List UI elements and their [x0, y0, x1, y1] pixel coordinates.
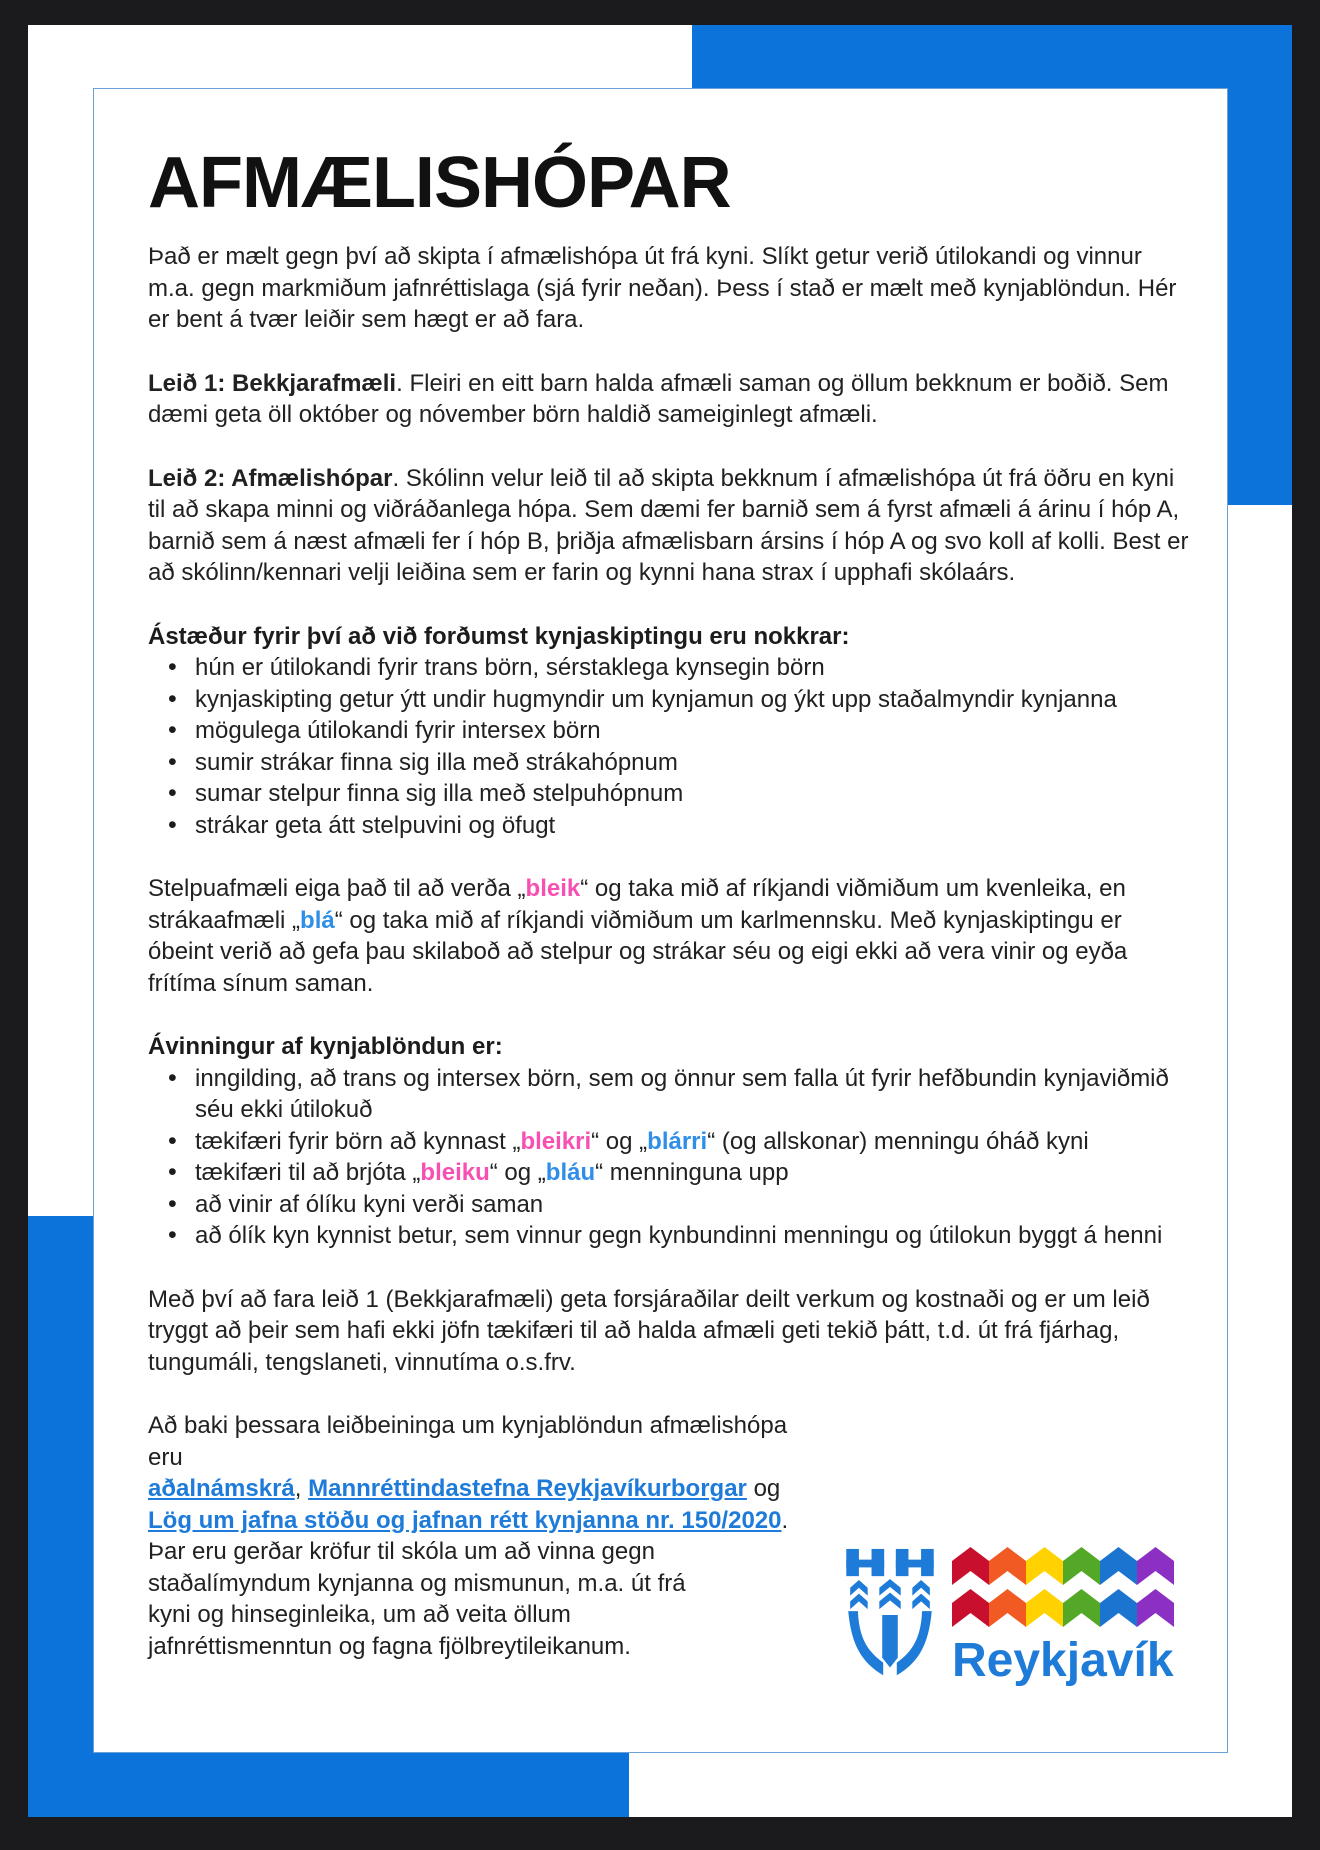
- sharing-paragraph: [148, 1284, 1189, 1379]
- link-mannrettindastefna[interactable]: Mannréttindastefna Reykjavíkurborgar: [308, 1475, 747, 1502]
- reykjavik-coat-of-arms-icon: [846, 1547, 934, 1683]
- leid1-text: . Fleiri en eitt barn halda afmæli saman og öllum bekknum er boðið. Sem dæmi geta öll október og nóvember börn haldið sameiginlegt afmæli.: [148, 369, 1169, 428]
- sharing-text: Með því að fara leið 1 (Bekkjarafmæli) geta forsjáraðilar deilt verkum og kostnaði og er um leið tryggt að þeir sem hafi ekki jöfn tækifæri til að halda afmæli geti tekið þátt, t.d. út frá fjárhag, tungumáli, tengslaneti, vinnutíma o.s.frv.: [148, 1285, 1150, 1376]
- text-run: .: [781, 1506, 789, 1534]
- text-run: Þar eru gerðar kröfur til skóla um að vinna gegn: [148, 1538, 655, 1565]
- intro-paragraph: [148, 241, 1189, 336]
- decor-blue-rect-left: [28, 1216, 93, 1817]
- link-adalnamskra[interactable]: aðalnámskrá: [148, 1475, 295, 1502]
- list-item: • sumir strákar finna sig illa með strákahópnum: [195, 747, 1189, 779]
- list-item: • inngilding, að trans og intersex börn, sem og önnur sem falla út fyrir hefðbundin kynjaviðmið séu ekki útilokuð: [195, 1063, 1189, 1126]
- list-item: • að vinir af ólíku kyni verði saman: [195, 1189, 1189, 1221]
- text-run: Stelpuafmæli eiga það til að verða „: [148, 875, 526, 902]
- references-paragraph: [148, 1410, 808, 1662]
- text-run: kyni og hinseginleika, um að veita öllum: [148, 1601, 571, 1628]
- text-run: “ og taka mið af ríkjandi viðmiðum um karlmennsku. Með kynjaskiptingu er óbeint verið að gefa þau skilaboð að stelpur og strákar séu og eigi ekki að vera vinir og eyða frítíma sínum saman.: [148, 906, 1128, 997]
- text-run: tækifæri fyrir börn að kynnast „: [195, 1127, 521, 1155]
- text-run: “ (og allskonar) menningu óháð kyni: [707, 1127, 1089, 1155]
- text-run: “ og „: [489, 1159, 546, 1186]
- list-item: [195, 1126, 1189, 1158]
- leid2-text: . Skólinn velur leið til að skipta bekknum í afmælishópa út frá öðru en kyni til að skapa minni og viðráðanlega hópa. Sem dæmi fer barnið sem á fyrst afmæli á árinu í hóp A, barnið sem á næst afmæli fer í hóp B, þriðja afmælisbarn ársins í hóp A og svo koll af kolli. Best er að skólinn/kennari velji leiðina sem er farin og kynni hana strax í upphafi skólaárs.: [148, 464, 1189, 586]
- text-run: staðalímyndum kynjanna og mismunun, m.a. út frá: [148, 1569, 686, 1597]
- leid2-paragraph: [148, 463, 1189, 589]
- leid1-label: Leið 1: Bekkjarafmæli: [148, 369, 397, 397]
- decor-blue-rect-bottom: [28, 1753, 629, 1817]
- blue-word: blárri: [647, 1127, 708, 1155]
- blue-word: blá: [300, 906, 335, 934]
- list-item: • sumar stelpur finna sig illa með stelpuhópnum: [195, 778, 1189, 810]
- blue-word: bláu: [545, 1159, 596, 1186]
- list-item: [195, 1157, 1189, 1189]
- leid2-label: Leið 2: Afmælishópar: [148, 464, 393, 492]
- list-item: • strákar geta átt stelpuvini og öfugt: [195, 810, 1189, 842]
- benefits-heading: Ávinningur af kynjablöndun er:: [148, 1033, 503, 1060]
- leid1-paragraph: [148, 368, 1189, 431]
- text-run: ,: [294, 1475, 309, 1502]
- reasons-list: [148, 652, 1189, 841]
- reykjavik-logo: [846, 1547, 1174, 1688]
- text-run: jafnréttismenntun og fagna fjölbreytileikanum.: [148, 1632, 631, 1660]
- text-run: og: [746, 1475, 781, 1502]
- document-page: [93, 88, 1228, 1753]
- text-run: “ og „: [591, 1127, 648, 1155]
- rainbow-chevrons-icon: [952, 1547, 1174, 1627]
- list-item: • hún er útilokandi fyrir trans börn, sérstaklega kynsegin börn: [195, 652, 1189, 684]
- pink-word: bleiku: [420, 1159, 490, 1186]
- pink-blue-paragraph: [148, 873, 1189, 999]
- reasons-heading: Ástæður fyrir því að við forðumst kynjaskiptingu eru nokkrar:: [148, 622, 850, 650]
- text-run: “ og taka mið af ríkjandi viðmiðum um kvenleika, en strákaafmæli „: [148, 875, 1126, 934]
- text-run: Að baki þessara leiðbeininga um kynjablöndun afmælishópa eru: [148, 1412, 788, 1471]
- pink-word: bleik: [525, 875, 581, 902]
- text-run: tækifæri til að brjóta „: [195, 1159, 421, 1186]
- list-item: • mögulega útilokandi fyrir intersex börn: [195, 715, 1189, 747]
- list-item: • að ólík kyn kynnist betur, sem vinnur gegn kynbundinni menningu og útilokun byggt á henni: [195, 1220, 1189, 1252]
- intro-text: Það er mælt gegn því að skipta í afmælishópa út frá kyni. Slíkt getur verið útilokandi og vinnur m.a. gegn markmiðum jafnréttislaga (sjá fyrir neðan). Þess í stað er mælt með kynjablöndun. Hér er bent á tvær leiðir sem hægt er að fara.: [148, 243, 1177, 333]
- pink-word: bleikri: [520, 1127, 592, 1155]
- reykjavik-wordmark: Reykjavík: [952, 1634, 1174, 1687]
- list-item: • kynjaskipting getur ýtt undir hugmyndir um kynjamun og ýkt upp staðalmyndir kynjanna: [195, 684, 1189, 716]
- benefits-list: [148, 1063, 1189, 1252]
- text-run: “ menninguna upp: [595, 1159, 789, 1186]
- page-title: AFMÆLISHÓPAR: [148, 143, 731, 223]
- link-log-um-jafna-stodu[interactable]: Lög um jafna stöðu og jafnan rétt kynjanna nr. 150/2020: [148, 1506, 782, 1534]
